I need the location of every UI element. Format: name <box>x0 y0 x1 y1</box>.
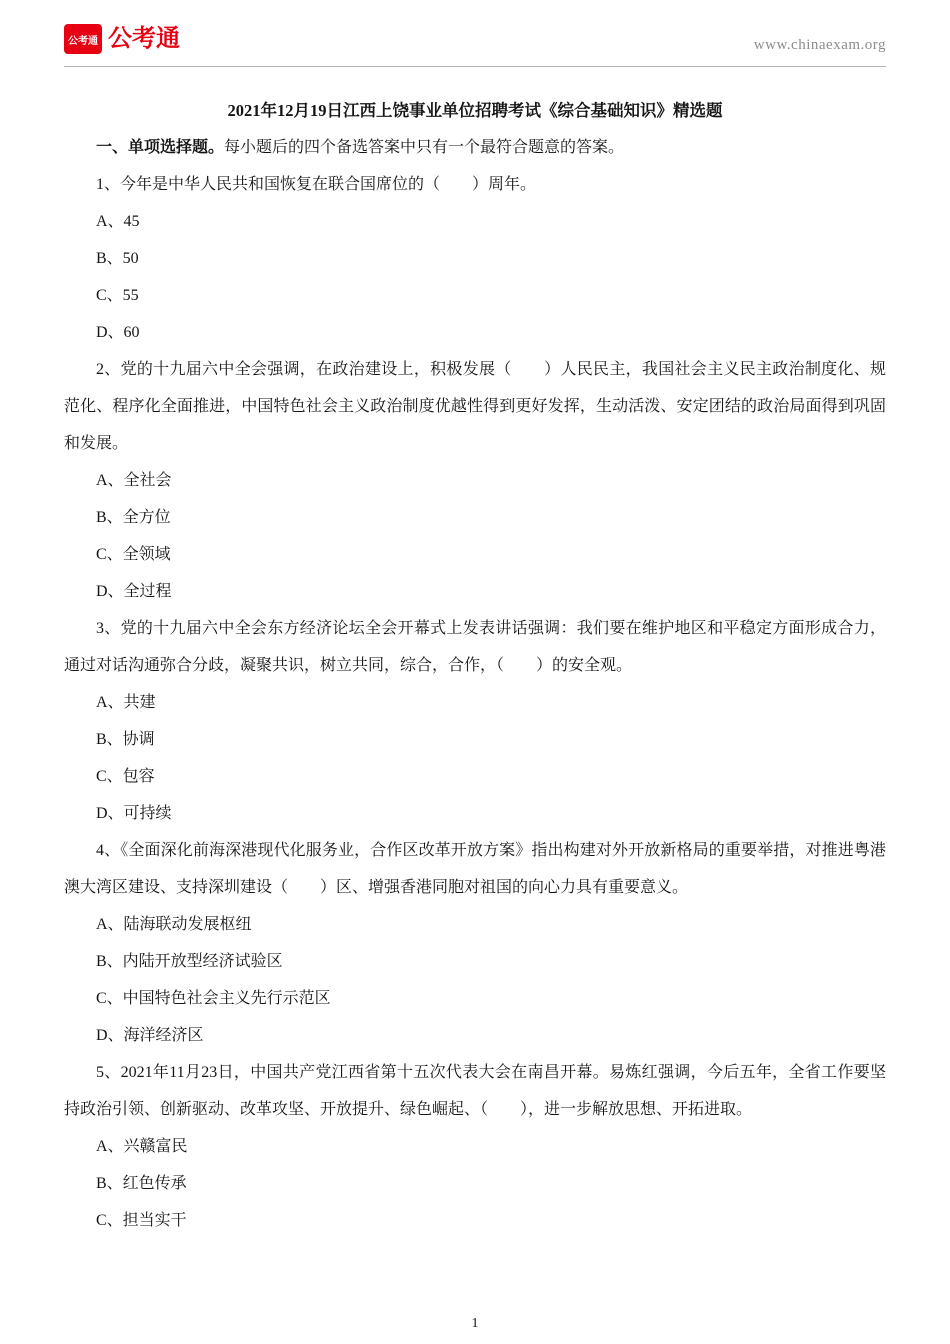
website-url: www.chinaexam.org <box>753 37 886 53</box>
option: B、50 <box>96 250 139 267</box>
option: B、全方位 <box>96 509 171 526</box>
brand-logo-icon: 公考通 <box>64 24 102 54</box>
document-title: 2021年12月19日江西上饶事业单位招聘考试《综合基础知识》精选题 <box>227 101 723 120</box>
section-description: 每小题后的四个备选答案中只有一个最符合题意的答案。 <box>224 139 625 156</box>
question-1 <box>64 166 886 351</box>
option: C、包容 <box>96 768 155 785</box>
question-3 <box>64 610 886 832</box>
header <box>64 0 886 67</box>
brand-logo-text: 公考通 <box>108 25 180 52</box>
question-stem: 5、2021年11月23日，中国共产党江西省第十五次代表大会在南昌开幕。易炼红强调，今后五年，全省工作要坚持政治引领、创新驱动、改革攻坚、开放提升、绿色崛起、（ ），进一步解放思想、开拓进取。 <box>64 1064 886 1118</box>
page-footer <box>0 1316 950 1332</box>
question-5 <box>64 1054 886 1239</box>
option: C、担当实干 <box>96 1212 187 1229</box>
option: C、中国特色社会主义先行示范区 <box>96 990 331 1007</box>
option: A、陆海联动发展枢纽 <box>96 916 252 933</box>
option: D、海洋经济区 <box>96 1027 204 1044</box>
option: D、可持续 <box>96 805 172 822</box>
option: B、红色传承 <box>96 1175 187 1192</box>
option: A、全社会 <box>96 472 172 489</box>
option: D、全过程 <box>96 583 172 600</box>
section-label: 一、单项选择题。 <box>96 139 225 156</box>
option: B、内陆开放型经济试验区 <box>96 953 283 970</box>
question-stem: 2、党的十九届六中全会强调，在政治建设上，积极发展（ ）人民民主，我国社会主义民主政治制度化、规范化、程序化全面推进，中国特色社会主义政治制度优越性得到更好发挥，生动活泼、安定团结的政治局面得到巩固和发展。 <box>64 361 886 452</box>
question-stem: 4、《全面深化前海深港现代化服务业，合作区改革开放方案》指出构建对外开放新格局的重要举措，对推进粤港澳大湾区建设、支持深圳建设（ ）区、增强香港同胞对祖国的向心力具有重要意义。 <box>64 842 886 896</box>
option: A、共建 <box>96 694 156 711</box>
option: B、协调 <box>96 731 155 748</box>
option: C、55 <box>96 287 139 304</box>
question-stem: 3、党的十九届六中全会东方经济论坛全会开幕式上发表讲话强调：我们要在维护地区和平稳定方面形成合力，通过对话沟通弥合分歧，凝聚共识，树立共同，综合，合作，（ ）的安全观。 <box>64 620 886 674</box>
question-4 <box>64 832 886 1054</box>
option: C、全领域 <box>96 546 171 563</box>
option: A、兴赣富民 <box>96 1138 188 1155</box>
option: A、45 <box>96 213 140 230</box>
option: D、60 <box>96 324 140 341</box>
page-number: 1 <box>471 1316 479 1331</box>
document-body <box>64 67 886 1239</box>
question-2 <box>64 351 886 610</box>
section-heading <box>64 129 886 166</box>
question-stem: 1、今年是中华人民共和国恢复在联合国席位的（ ）周年。 <box>96 176 537 193</box>
brand-logo <box>64 24 180 54</box>
